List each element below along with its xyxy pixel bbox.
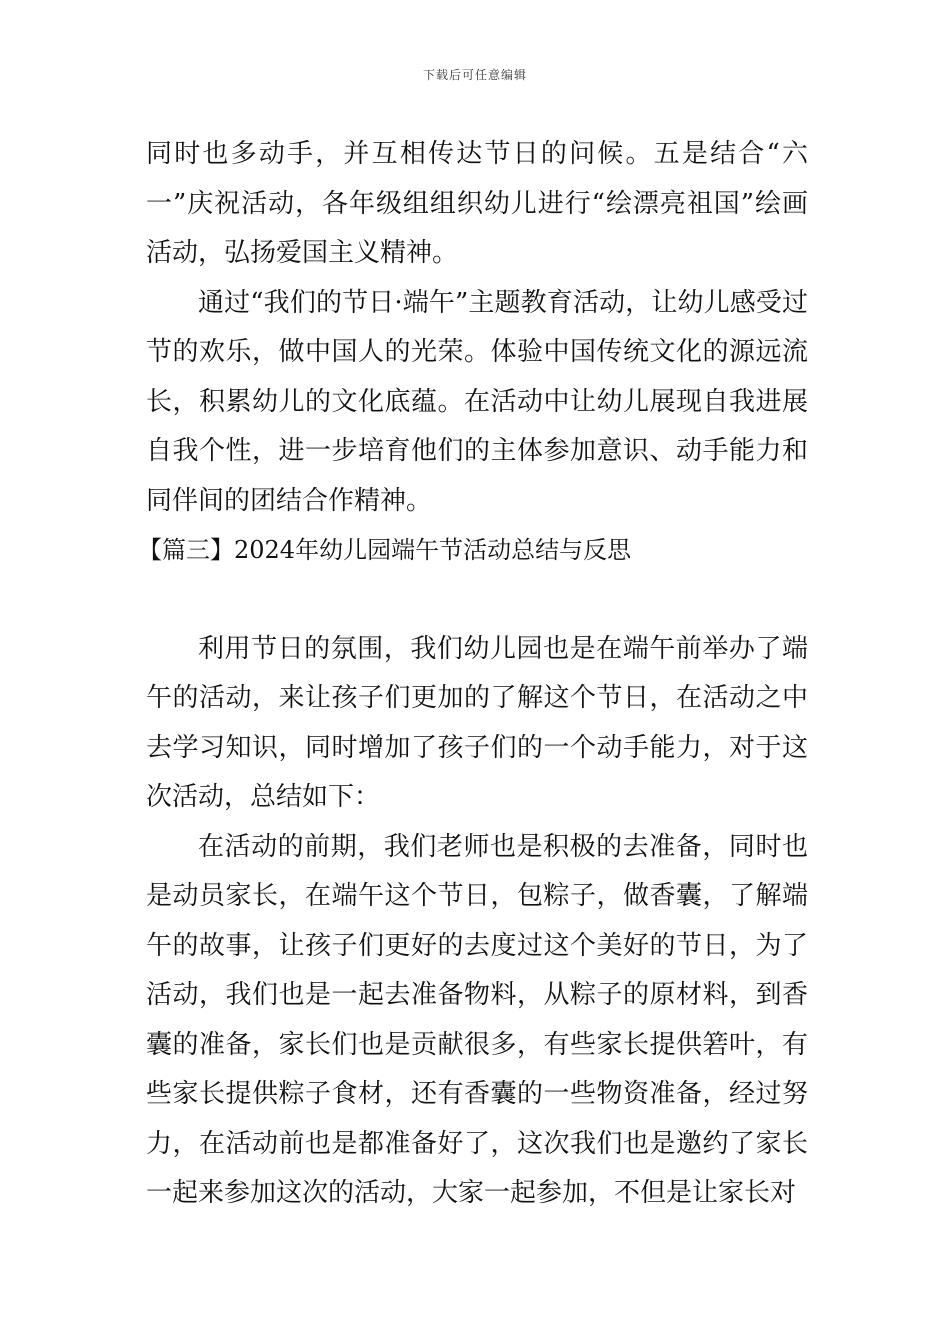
blank-line: [146, 576, 808, 625]
paragraph-3: 利用节日的氛围，我们幼儿园也是在端午前举办了端午的活动，来让孩子们更加的了解这个节日，在活动之中去学习知识，同时增加了孩子们的一个动手能力，对于这次活动，总结如下：: [146, 633, 808, 812]
paragraph-1: 同时也多动手，并互相传达节日的问候。五是结合“六一”庆祝活动，各年级组组织幼儿进行“绘漂亮祖国”绘画活动，弘扬爱国主义精神。: [146, 139, 808, 268]
document-body: [138, 130, 808, 1219]
paragraph-2: 通过“我们的节日·端午”主题教育活动，让幼儿感受过节的欢乐，做中国人的光荣。体验中国传统文化的源远流长，积累幼儿的文化底蕴。在活动中让幼儿展现自我进展自我个性，进一步培育他们的主体参加意识、动手能力和同伴间的团结合作精神。: [146, 287, 808, 516]
paragraph-4: 在活动的前期，我们老师也是积极的去准备，同时也是动员家长，在端午这个节日，包粽子，做香囊，了解端午的故事，让孩子们更好的去度过这个美好的节日，为了活动，我们也是一起去准备物料，从粽子的原材料，到香囊的准备，家长们也是贡献很多，有些家长提供箬叶，有些家长提供粽子食材，还有香囊的一些物资准备，经过努力，在活动前也是都准备好了，这次我们也是邀约了家长一起来参加这次的活动，大家一起参加，不但是让家长对: [146, 831, 808, 1208]
section-title: 【篇三】2024年幼儿园端午节活动总结与反思: [138, 536, 632, 564]
header-note: 下载后可任意编辑: [422, 68, 527, 82]
